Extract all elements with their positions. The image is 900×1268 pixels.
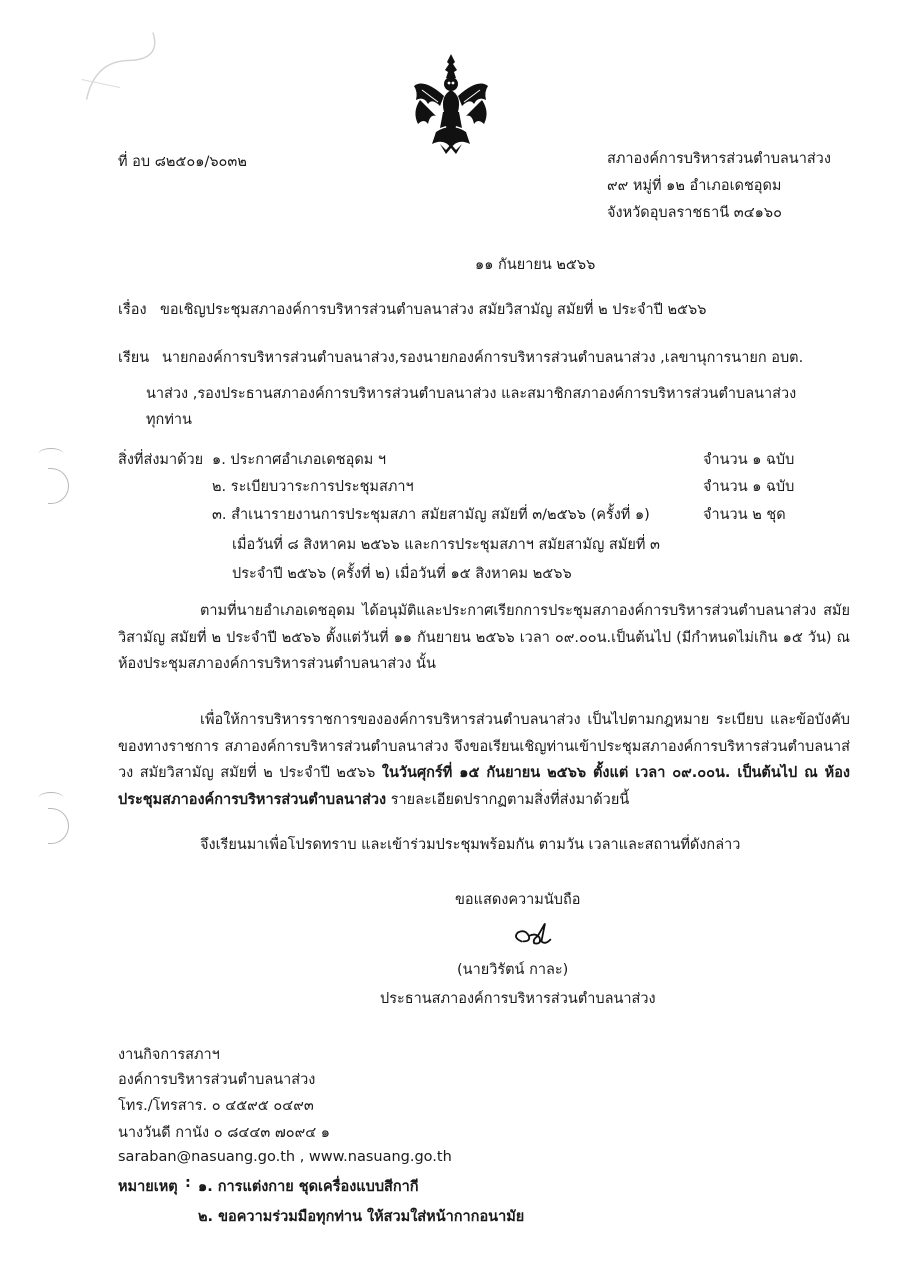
- enclosure-item-2: ๒. ระเบียบวาระการประชุมสภาฯ: [212, 479, 414, 495]
- enclosures-label: สิ่งที่ส่งมาด้วย: [118, 452, 204, 468]
- enclosure-item-3-line-3: ประจำปี ๒๕๖๖ (ครั้งที่ ๒) เมื่อวันที่ ๑๕ สิงหาคม ๒๕๖๖: [232, 566, 572, 582]
- footer-email-website: saraban@nasuang.go.th , www.nasuang.go.th: [118, 1149, 452, 1165]
- sender-address-line-3: จังหวัดอุบลราชธานี ๓๔๑๖๐: [607, 205, 782, 221]
- handwritten-signature: [508, 918, 564, 954]
- signer-title: ประธานสภาองค์การบริหารส่วนตำบลนาส่วง: [380, 991, 656, 1007]
- recipient-line-1: นายกองค์การบริหารส่วนตำบลนาส่วง,รองนายกองค์การบริหารส่วนตำบลนาส่วง ,เลขานุการนายก อบต.: [162, 350, 804, 366]
- garuda-emblem-icon: [410, 52, 492, 156]
- enclosure-item-1: ๑. ประกาศอำเภอเดชอุดม ฯ: [212, 452, 387, 468]
- document-date: ๑๑ กันยายน ๒๕๖๖: [475, 257, 596, 273]
- sender-address-line-1: สภาองค์การบริหารส่วนตำบลนาส่วง: [607, 151, 831, 167]
- punch-hole: [48, 468, 69, 504]
- body-paragraph-1: [118, 598, 850, 678]
- body-paragraph-2-text-a: เพื่อให้การบริหารราชการขององค์การบริหารส่วนตำบลนาส่วง เป็นไปตามกฎหมาย ระเบียบ และข้อบังคับของทางราชการ สภาองค์การบริหารส่วนตำบลนาส่วง จึงขอเรียนเชิญท่านเข้าประชุมสภาองค์การบริหารส่วนตำบลนาส่วง สมัยวิสามัญ สมัยที่ ๒ ประจำปี ๒๕๖๖: [118, 712, 850, 781]
- enclosure-item-3-line-1: ๓. สำเนารายงานการประชุมสภา สมัยสามัญ สมัยที่ ๓/๒๕๖๖ (ครั้งที่ ๑): [212, 507, 650, 523]
- meeting-datetime-venue: ในวันศุกร์ที่ ๑๕ กันยายน ๒๕๖๖ ตั้งแต่ เวลา ๐๙.๐๐น. เป็นต้นไป ณ ห้องประชุมสภาองค์การบริหารส่วนตำบลนาส่วง: [118, 765, 850, 808]
- signer-name: (นายวิรัตน์ กาละ): [457, 962, 569, 978]
- closing-line: จึงเรียนมาเพื่อโปรดทราบ และเข้าร่วมประชุมพร้อมกัน ตามวัน เวลาและสถานที่ดังกล่าว: [200, 837, 741, 853]
- note-colon: :: [185, 1175, 191, 1191]
- reference-number: ที่ อบ ๘๒๕๐๑/๖๐๓๒: [118, 154, 247, 170]
- note-label: หมายเหตุ: [118, 1179, 178, 1195]
- regards-text: ขอแสดงความนับถือ: [455, 892, 581, 908]
- enclosure-qty-2: จำนวน ๑ ฉบับ: [703, 479, 795, 495]
- footer-line-2: องค์การบริหารส่วนตำบลนาส่วง: [118, 1072, 316, 1088]
- footer-phone-fax: โทร./โทรสาร. ๐ ๔๕๙๕ ๐๔๙๓: [118, 1098, 314, 1114]
- note-item-1: ๑. การแต่งกาย ชุดเครื่องแบบสีกากี: [198, 1179, 419, 1195]
- enclosure-item-3-line-2: เมื่อวันที่ ๘ สิงหาคม ๒๕๖๖ และการประชุมสภาฯ สมัยสามัญ สมัยที่ ๓: [232, 537, 660, 553]
- enclosure-qty-1: จำนวน ๑ ฉบับ: [703, 452, 795, 468]
- body-paragraph-2: [118, 707, 850, 813]
- body-paragraph-2-text-b: รายละเอียดปรากฏตามสิ่งที่ส่งมาด้วยนี้: [386, 791, 630, 808]
- recipient-line-2: นาส่วง ,รองประธานสภาองค์การบริหารส่วนตำบลนาส่วง และสมาชิกสภาองค์การบริหารส่วนตำบลนาส่วง: [146, 386, 797, 402]
- recipient-label: เรียน: [118, 350, 150, 366]
- subject-text: ขอเชิญประชุมสภาองค์การบริหารส่วนตำบลนาส่วง สมัยวิสามัญ สมัยที่ ๒ ประจำปี ๒๕๖๖: [160, 302, 707, 318]
- punch-hole-mark: [38, 792, 64, 805]
- subject-label: เรื่อง: [118, 302, 147, 318]
- punch-hole: [48, 808, 69, 844]
- sender-address-line-2: ๙๙ หมู่ที่ ๑๒ อำเภอเดชอุดม: [607, 178, 782, 194]
- enclosure-qty-3: จำนวน ๒ ชุด: [703, 507, 786, 523]
- recipient-line-3: ทุกท่าน: [146, 412, 192, 428]
- faint-stamp-mark: [63, 20, 176, 114]
- punch-hole-mark: [38, 448, 64, 461]
- footer-contact-person: นางวันดี กานัง ๐ ๘๔๔๓ ๗๐๙๔ ๑: [118, 1125, 331, 1141]
- note-item-2: ๒. ขอความร่วมมือทุกท่าน ให้สวมใส่หน้ากากอนามัย: [198, 1209, 525, 1225]
- footer-line-1: งานกิจการสภาฯ: [118, 1047, 220, 1063]
- body-paragraph-1-text: ตามที่นายอำเภอเดชอุดม ได้อนุมัติและประกาศเรียกการประชุมสภาองค์การบริหารส่วนตำบลนาส่วง สมัยวิสามัญ สมัยที่ ๒ ประจำปี ๒๕๖๖ ตั้งแต่วันที่ ๑๑ กันยายน ๒๕๖๖ เวลา ๐๙.๐๐น.เป็นต้นไป (มีกำหนดไม่เกิน ๑๕ วัน) ณ ห้องประชุมสภาองค์การบริหารส่วนตำบลนาส่วง นั้น: [118, 603, 850, 672]
